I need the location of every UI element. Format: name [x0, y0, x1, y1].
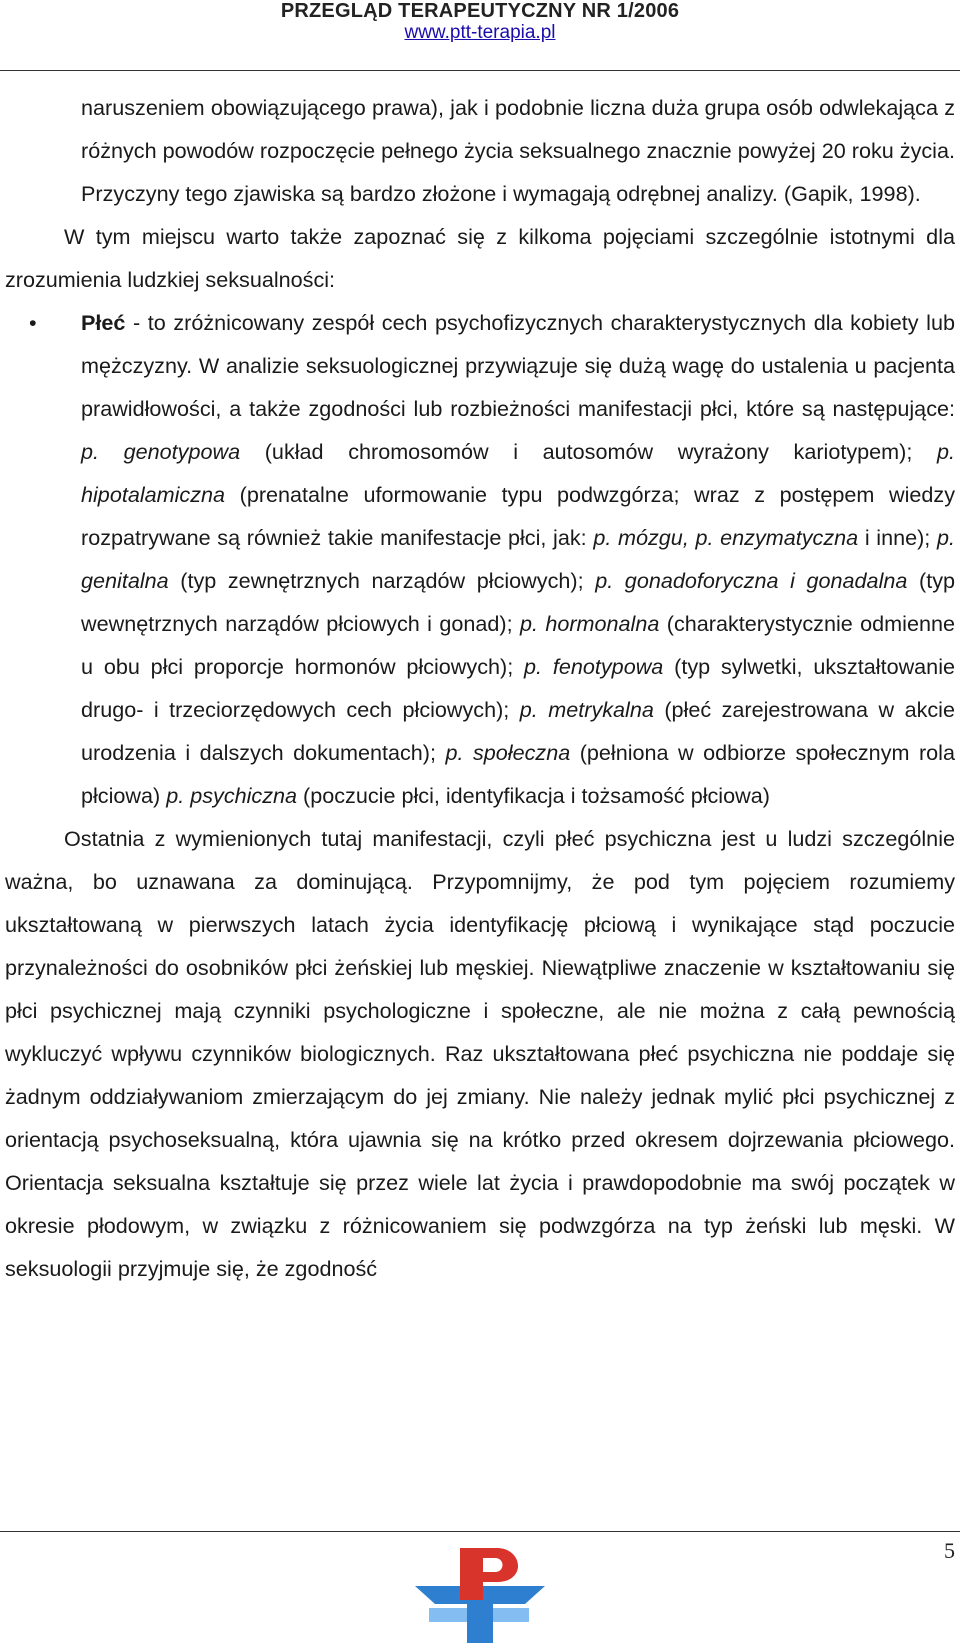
term-plec: Płeć — [81, 310, 126, 335]
footer-divider — [0, 1531, 960, 1532]
term-metrykalna: p. metrykalna — [519, 697, 654, 722]
header-divider — [0, 70, 960, 71]
term-gonadalna: p. gonadoforyczna i gonadalna — [595, 568, 908, 593]
term-psychiczna: p. psychiczna — [166, 783, 298, 808]
term-hormonalna: p. hormonalna — [519, 611, 660, 636]
term-genotypowa: p. genotypowa — [81, 439, 241, 464]
bullet-icon: • — [29, 310, 37, 335]
term-fenotypowa: p. fenotypowa — [524, 654, 664, 679]
term-hipotalamiczna: p. hipotalamiczna — [81, 439, 956, 507]
article-body — [5, 86, 955, 1290]
page-header — [0, 0, 960, 44]
term-mozgu: p. mózgu, p. enzymatyczna — [593, 525, 859, 550]
term-genitalna: p. genitalna — [81, 525, 955, 593]
ptt-logo-icon — [405, 1548, 555, 1643]
journal-url-link[interactable]: www.ptt-terapia.pl — [404, 22, 556, 43]
paragraph-intro: W tym miejscu warto także zapoznać się z kilkoma pojęciami szczególnie istotnymi dla zrozumienia ludzkiej seksualności: — [5, 224, 955, 292]
paragraph-main: Ostatnia z wymienionych tutaj manifestacji, czyli płeć psychiczna jest u ludzi szczególnie ważna, bo uznawana za dominującą. Przypomnijmy, że pod tym pojęciem rozumiemy ukształtowaną w pierwszych latach życia identyfikację płciową i wynikające stąd poczucie przynależności do osobników płci żeńskiej lub męskiej. Niewątpliwe znaczenie w kształtowaniu się płci psychicznej mają czynniki psychologiczne i społeczne, ale nie można z całą pewnością wykluczyć wpływu czynników biologicznych. Raz ukształtowana płeć psychiczna nie poddaje się żadnym oddziaływaniom zmierzającym do jej zmiany. Nie należy jednak mylić płci psychicznej z orientacją psychoseksualną, która ujawnia się na krótko przed okresem dojrzewania płciowego. Orientacja seksualna kształtuje się przez wiele lat życia i prawdopodobnie ma swój początek w okresie płodowym, w związku z różnicowaniem się podwzgórza na typ żeński lub męski. W seksuologii przyjmuje się, że zgodność — [5, 826, 955, 1281]
journal-title: PRZEGLĄD TERAPEUTYCZNY NR 1/2006 — [280, 0, 680, 22]
paragraph-continued: naruszeniem obowiązującego prawa), jak i podobnie liczna duża grupa osób odwlekająca z różnych powodów rozpoczęcie pełnego życia seksualnego znacznie powyżej 20 roku życia. Przyczyny tego zjawiska są bardzo złożone i wymagają odrębnej analizy. (Gapik, 1998). — [81, 95, 955, 206]
bullet-item-plec: • Płeć - to zróżnicowany zespół cech psychofizycznych charakterystycznych dla kobiety lub mężczyzny. W analizie seksuologicznej przywiązuje się dużą wagę do ustalenia u pacjenta prawidłowości, a także zgodności lub rozbieżności manifestacji płci, które są następujące: p. genotypowa (układ chromosomów i autosomów wyrażony kariotypem); p. hipotalamiczna (prenatalne uformowanie typu podwzgórza; wraz z postępem wiedzy rozpatrywane są również takie manifestacje płci, jak: p. mózgu, p. enzymatyczna i inne); p. genitalna (typ zewnętrznych narządów płciowych); p. gonadoforyczna i gonadalna (typ wewnętrznych narządów płciowych i gonad); p. hormonalna (charakterystycznie odmienne u obu płci proporcje hormonów płciowych); p. fenotypowa (typ sylwetki, ukształtowanie drugo- i trzeciorzędowych cech płciowych); p. metrykalna (płeć zarejestrowana w akcie urodzenia i dalszych dokumentach); p. społeczna (pełniona w odbiorze społecznym rola płciowa) p. psychiczna (poczucie płci, identyfikacja i tożsamość płciowa) — [5, 301, 955, 817]
term-spoleczna: p. społeczna — [445, 740, 571, 765]
page-number: 5 — [944, 1538, 955, 1563]
